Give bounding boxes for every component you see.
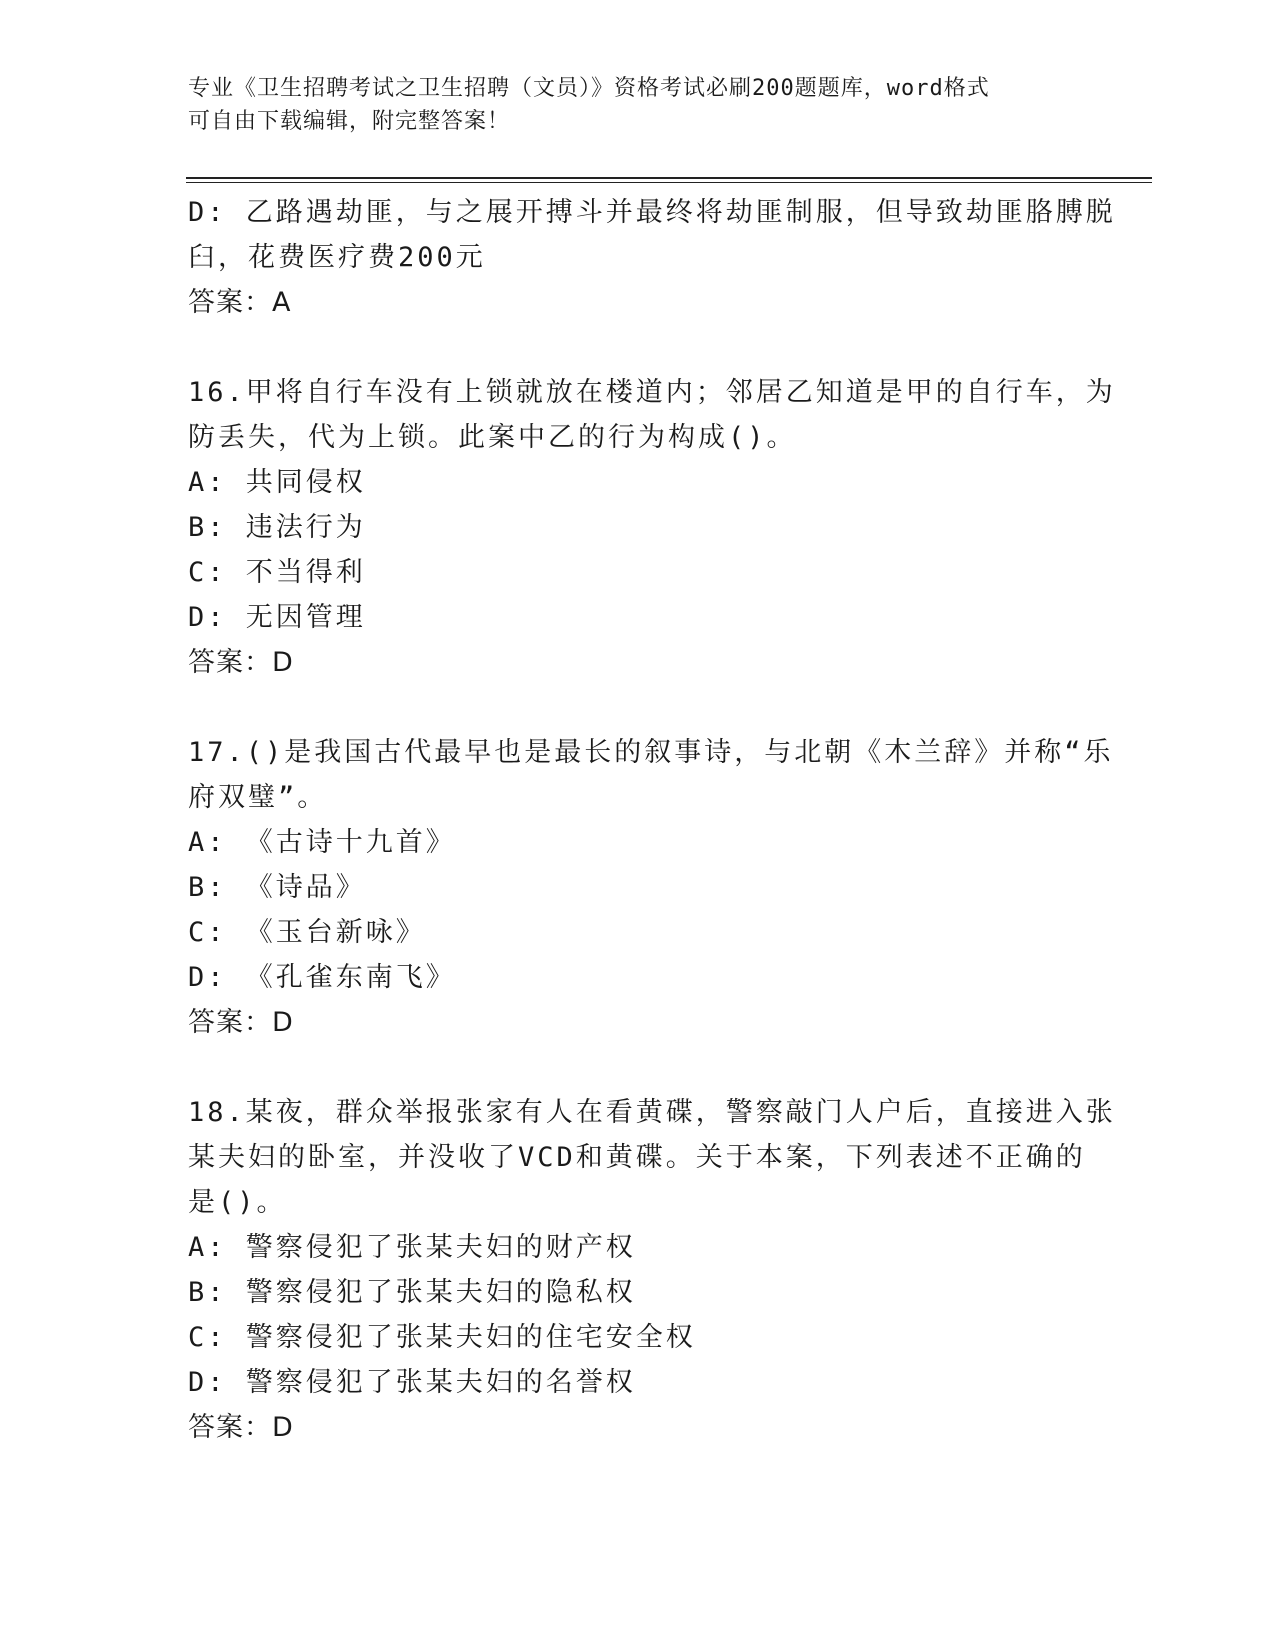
option-d-line-2: 臼，花费医疗费200元 [188, 242, 486, 273]
answer-label: 答案：D [188, 647, 294, 678]
header-divider-thin [186, 182, 1152, 183]
answer-label: 答案：D [188, 1412, 294, 1443]
question-17 [188, 730, 1114, 1045]
option-c: C: 警察侵犯了张某夫妇的住宅安全权 [188, 1322, 696, 1353]
option-a: A: 警察侵犯了张某夫妇的财产权 [188, 1232, 636, 1263]
option-d: D: 警察侵犯了张某夫妇的名誉权 [188, 1367, 636, 1398]
question-stem-line-1: 18.某夜，群众举报张家有人在看黄碟，警察敲门人户后，直接进入张 [188, 1097, 1116, 1128]
option-d-line-1: D: 乙路遇劫匪，与之展开搏斗并最终将劫匪制服，但导致劫匪胳膊脱 [188, 197, 1116, 228]
question-stem-line-3: 是()。 [188, 1187, 287, 1218]
header-divider-thick [186, 177, 1152, 179]
option-c: C: 《玉台新咏》 [188, 917, 426, 948]
spacer [188, 685, 1088, 730]
question-stem-line-2: 府双璧”。 [188, 782, 328, 813]
question-stem-line-1: 16.甲将自行车没有上锁就放在楼道内；邻居乙知道是甲的自行车，为 [188, 377, 1116, 408]
answer-label: 答案：A [188, 287, 292, 318]
header-title-line-1: 专业《卫生招聘考试之卫生招聘（文员）》资格考试必刷200题题库，word格式 [188, 76, 990, 101]
question-18 [188, 1090, 1116, 1450]
option-b: B: 违法行为 [188, 512, 366, 543]
option-c: C: 不当得利 [188, 557, 366, 588]
option-a: A: 共同侵权 [188, 467, 366, 498]
question-stem-line-2: 防丢失，代为上锁。此案中乙的行为构成()。 [188, 422, 797, 453]
spacer [188, 1045, 1088, 1090]
page-header [188, 72, 1088, 138]
question-16 [188, 370, 1116, 685]
option-b: B: 《诗品》 [188, 872, 366, 903]
option-d: D: 《孔雀东南飞》 [188, 962, 456, 993]
header-title-line-2: 可自由下载编辑，附完整答案！ [188, 109, 511, 134]
option-a: A: 《古诗十九首》 [188, 827, 456, 858]
answer-label: 答案：D [188, 1007, 294, 1038]
question-stem-line-1: 17.()是我国古代最早也是最长的叙事诗，与北朝《木兰辞》并称“乐 [188, 737, 1114, 768]
question-list [188, 190, 1116, 1450]
question-15-tail [188, 190, 1116, 325]
spacer [188, 325, 1088, 370]
option-d: D: 无因管理 [188, 602, 366, 633]
question-stem-line-2: 某夫妇的卧室，并没收了VCD和黄碟。关于本案，下列表述不正确的 [188, 1142, 1086, 1173]
option-b: B: 警察侵犯了张某夫妇的隐私权 [188, 1277, 636, 1308]
